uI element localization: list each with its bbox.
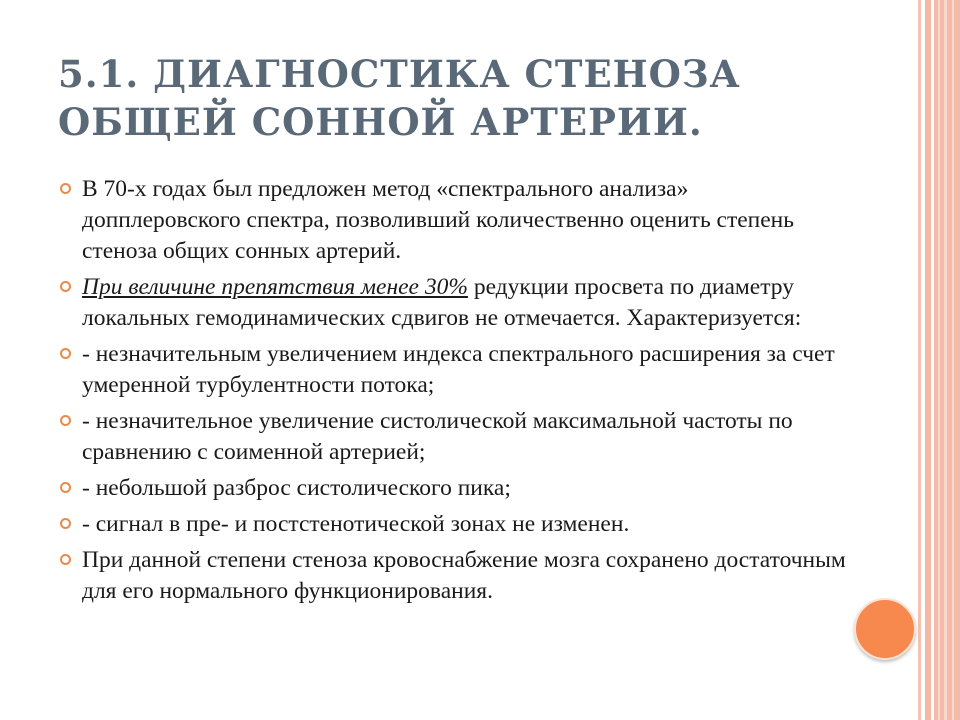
decorative-circle-icon — [854, 598, 916, 660]
bullet-item — [60, 509, 850, 540]
bullet-item — [60, 473, 850, 504]
decorative-stripe — [938, 0, 940, 720]
bullet-item — [60, 406, 850, 468]
bullet-list — [60, 174, 850, 612]
bullet-circle-icon — [60, 415, 71, 426]
bullet-circle-icon — [60, 348, 71, 359]
decorative-stripe — [952, 0, 954, 720]
title-line-2: ОБЩЕЙ СОННОЙ АРТЕРИИ. — [58, 100, 703, 144]
bullet-circle-icon — [60, 183, 71, 194]
bullet-text: редукции просвета по диаметру локальных гемодинамических сдвигов не отмечается. Характеризуется: — [82, 274, 802, 331]
slide-title — [58, 50, 898, 146]
bullet-circle-icon — [60, 518, 71, 529]
bullet-circle-icon — [60, 554, 71, 565]
bullet-item — [60, 174, 850, 267]
bullet-text: - небольшой разброс систолического пика; — [82, 475, 511, 501]
decorative-stripe — [918, 0, 921, 720]
bullet-circle-icon — [60, 281, 71, 292]
bullet-emphasis: При величине препятствия менее 30% — [82, 274, 468, 300]
bullet-text: - сигнал в пре- и постстенотической зонах не изменен. — [82, 511, 630, 537]
bullet-circle-icon — [60, 482, 71, 493]
decorative-stripe — [944, 0, 947, 720]
bullet-text: При данной степени стеноза кровоснабжение мозга сохранено достаточным для его нормального функционирования. — [82, 547, 846, 604]
title-line-1: 5.1. ДИАГНОСТИКА СТЕНОЗА — [58, 52, 741, 96]
bullet-item — [60, 272, 850, 334]
decorative-stripe — [925, 0, 931, 720]
bullet-item — [60, 545, 850, 607]
bullet-item — [60, 339, 850, 401]
bullet-text: - незначительное увеличение систолической максимальной частоты по сравнению с соименной артерией; — [82, 408, 793, 465]
bullet-text: - незначительным увеличением индекса спектрального расширения за счет умеренной турбулентности потока; — [82, 341, 835, 398]
bullet-text: В 70-х годах был предложен метод «спектрального анализа» допплеровского спектра, позволивший количественно оценить степень стеноза общих сонных артерий. — [82, 176, 794, 264]
